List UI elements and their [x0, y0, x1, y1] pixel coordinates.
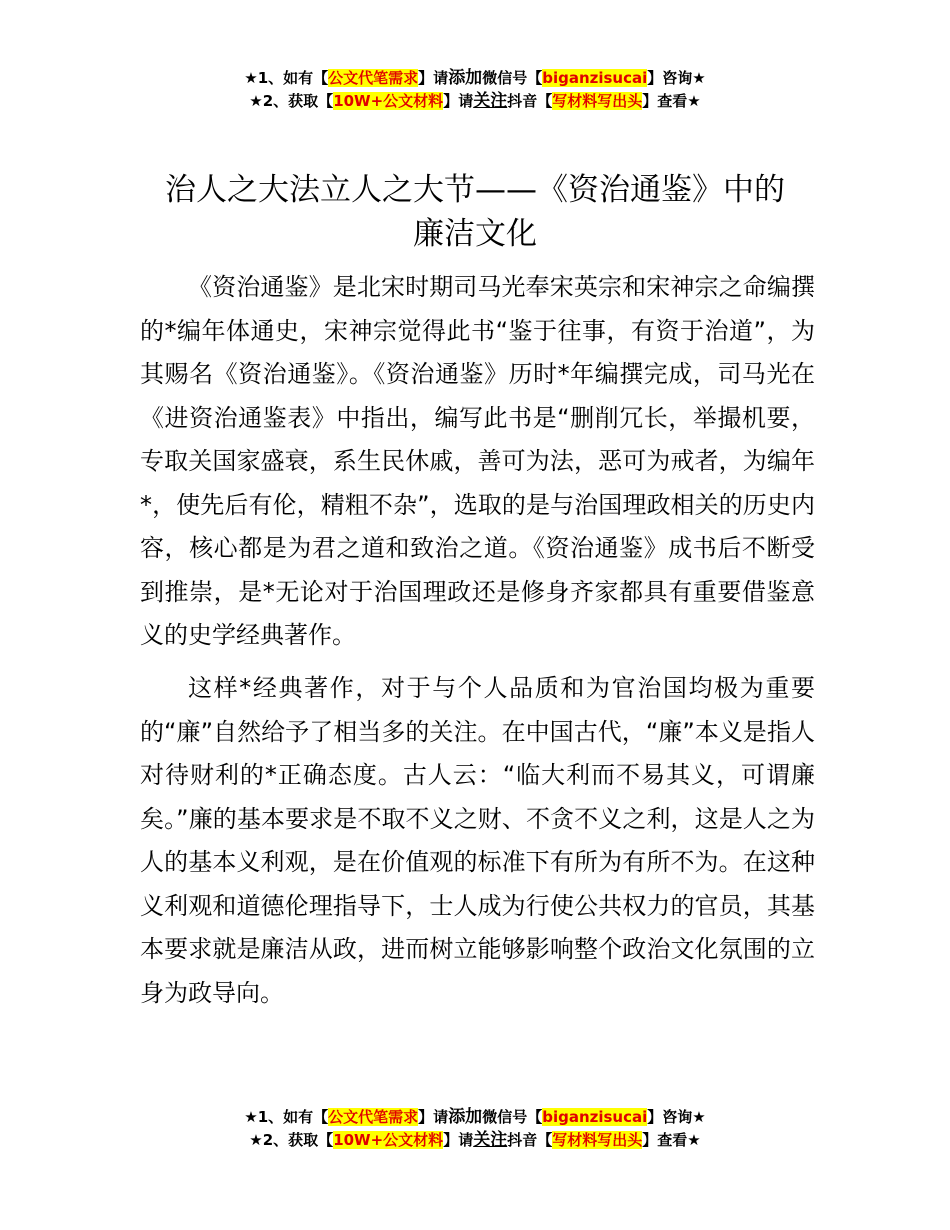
highlight-service: 公文代笔需求 [328, 1108, 419, 1126]
highlight-materials: 10W+公文材料 [333, 92, 444, 110]
title-line-1: 治人之大法立人之大节——《资治通鉴》中的 [165, 172, 785, 208]
highlight-materials: 10W+公文材料 [333, 1131, 444, 1149]
banner-text: 微信号【 [482, 69, 543, 87]
banner-line-1 [0, 1106, 950, 1129]
highlight-wechat-id: biganzisucai [542, 69, 648, 87]
banner-text: 】请 [418, 69, 449, 87]
banner-text: 添加 [448, 68, 483, 88]
banner-text: 抖音【 [507, 92, 553, 110]
body-paragraph-2 [140, 667, 815, 1015]
banner-text: ★1、如有【 [244, 1108, 329, 1126]
highlight-service: 公文代笔需求 [328, 69, 419, 87]
title-line-2: 廉洁文化 [413, 216, 537, 252]
banner-text: 抖音【 [507, 1131, 553, 1149]
banner-line-1 [0, 67, 950, 90]
banner-text: 】咨询★ [647, 69, 706, 87]
banner-text: 关注 [473, 1130, 508, 1150]
banner-text: 添加 [448, 1107, 483, 1127]
banner-line-2 [0, 1129, 950, 1152]
footer-promo-banner [0, 1106, 950, 1152]
banner-text: 关注 [473, 91, 508, 111]
banner-text: 】查看★ [642, 92, 701, 110]
banner-text: ★2、获取【 [249, 92, 334, 110]
paragraph-text: 这样*经典著作，对于与个人品质和为官治国均极为重要的“廉”自然给予了相当多的关注。在中国古代，“廉”本义是指人对待财利的*正确态度。古人云：“临大利而不易其义，可谓廉矣。”廉的基本要求是不取不义之财、不贪不义之利，这是人之为人的基本义利观，是在价值观的标准下有所为有所不为。在这种义利观和道德伦理指导下，士人成为行使公共权力的官员，其基本要求就是廉洁从政，进而树立能够影响整个政治文化氛围的立身为政导向。 [140, 674, 815, 1007]
banner-text: ★2、获取【 [249, 1131, 334, 1149]
banner-text: 】请 [443, 1131, 474, 1149]
highlight-wechat-id: biganzisucai [542, 1108, 648, 1126]
header-promo-banner [0, 67, 950, 113]
highlight-douyin-id: 写材料写出头 [552, 1131, 643, 1149]
body-paragraph-1 [140, 266, 815, 658]
banner-text: 】请 [443, 92, 474, 110]
banner-text: 】查看★ [642, 1131, 701, 1149]
banner-text: 】请 [418, 1108, 449, 1126]
paragraph-text: 《资治通鉴》是北宋时期司马光奉宋英宗和宋神宗之命编撰的*编年体通史，宋神宗觉得此书“鉴于往事，有资于治道”，为其赐名《资治通鉴》。《资治通鉴》历时*年编撰完成，司马光在《进资治通鉴表》中指出，编写此书是“删削冗长，举撮机要，专取关国家盛衰，系生民休戚，善可为法，恶可为戒者，为编年*，使先后有伦，精粗不杂”，选取的是与治国理政相关的历史内容，核心都是为君之道和致治之道。《资治通鉴》成书后不断受到推崇，是*无论对于治国理政还是修身齐家都具有重要借鉴意义的史学经典著作。 [140, 273, 815, 649]
banner-text: ★1、如有【 [244, 69, 329, 87]
document-title [140, 168, 810, 256]
highlight-douyin-id: 写材料写出头 [552, 92, 643, 110]
banner-text: 微信号【 [482, 1108, 543, 1126]
banner-line-2 [0, 90, 950, 113]
banner-text: 】咨询★ [647, 1108, 706, 1126]
